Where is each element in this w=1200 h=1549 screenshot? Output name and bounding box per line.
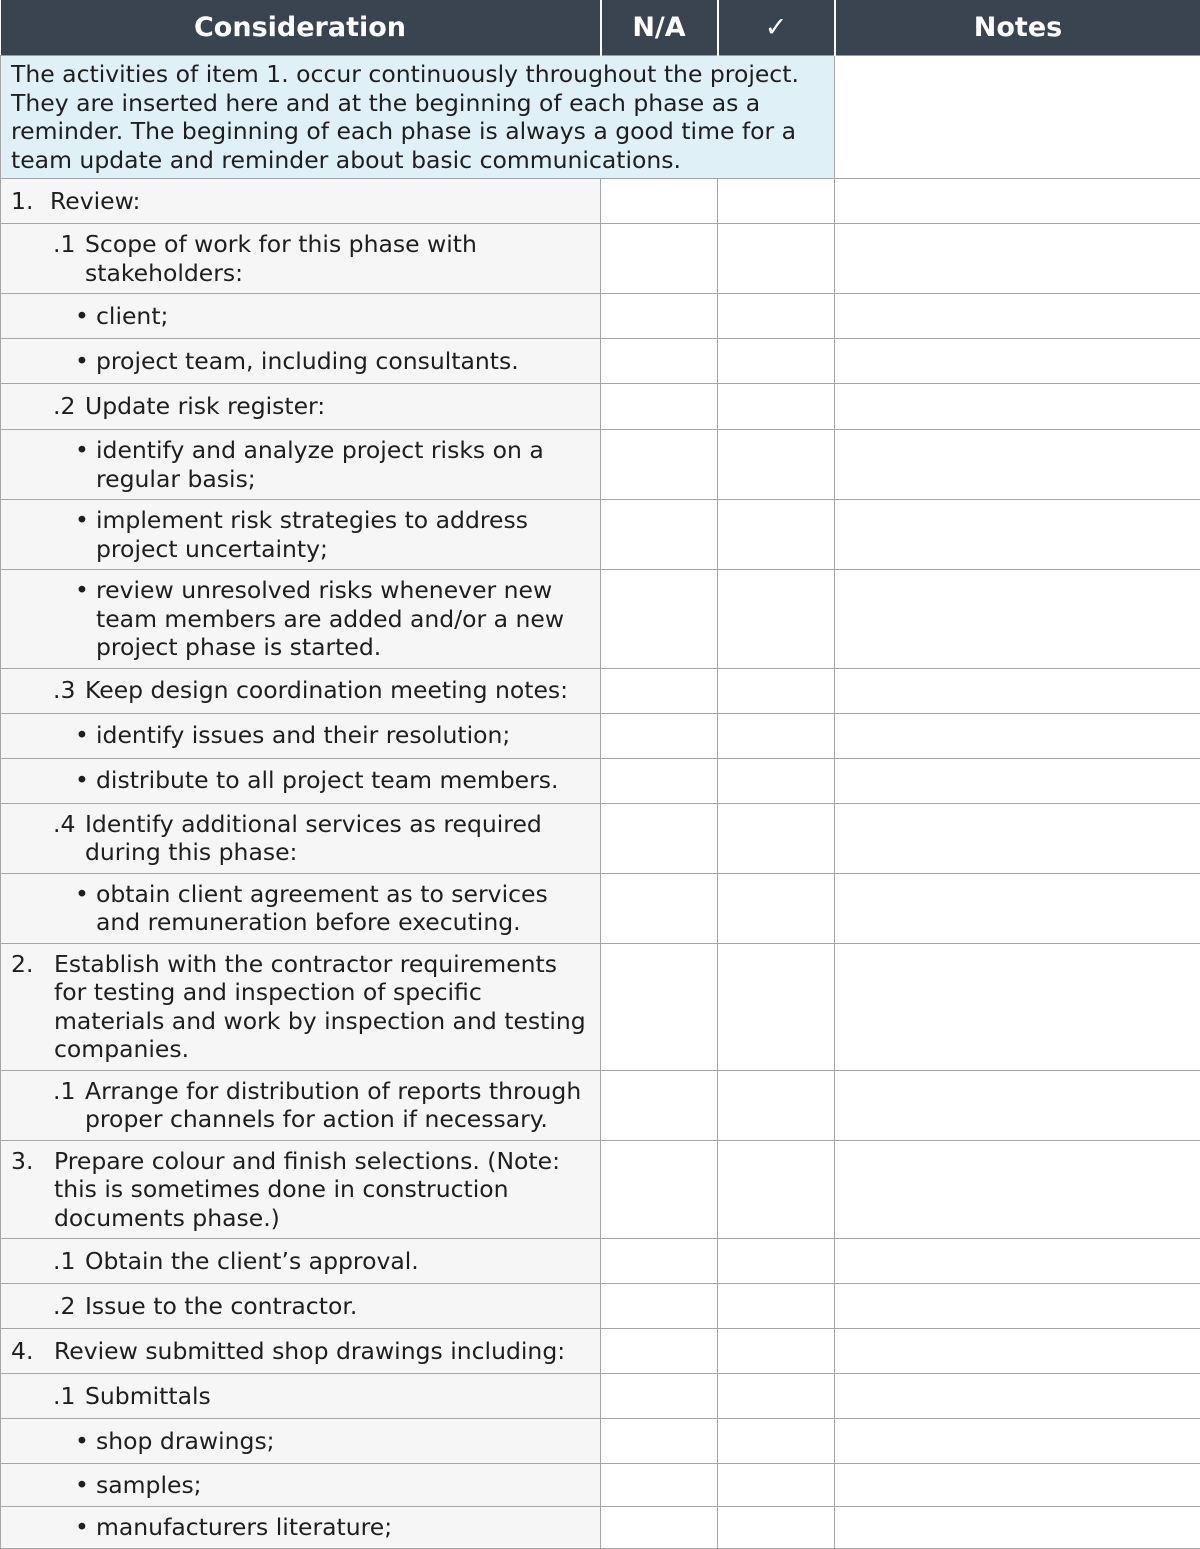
notes-cell[interactable] — [835, 1507, 1200, 1549]
notes-cell[interactable] — [835, 943, 1200, 1070]
item-text: samples; — [96, 1471, 202, 1500]
item-text: Review submitted shop drawings including: — [54, 1337, 565, 1366]
done-checkbox-cell[interactable] — [718, 500, 835, 570]
na-checkbox-cell[interactable] — [601, 1140, 718, 1239]
notes-cell[interactable] — [835, 668, 1200, 713]
na-checkbox-cell[interactable] — [601, 1507, 718, 1549]
notes-cell[interactable] — [835, 179, 1200, 224]
item-text: distribute to all project team members. — [96, 766, 559, 795]
done-checkbox-cell[interactable] — [718, 294, 835, 339]
table-row — [1, 384, 1200, 430]
table-row — [1, 430, 1200, 500]
notes-cell[interactable] — [835, 1329, 1200, 1374]
done-checkbox-cell[interactable] — [718, 1419, 835, 1464]
done-checkbox-cell[interactable] — [718, 1329, 835, 1374]
bullet-icon: • — [75, 721, 96, 750]
notes-cell[interactable] — [835, 1374, 1200, 1419]
done-checkbox-cell[interactable] — [718, 803, 835, 873]
item-text: identify and analyze project risks on a regular basis; — [96, 436, 590, 493]
na-checkbox-cell[interactable] — [601, 1284, 718, 1329]
table-row — [1, 1070, 1200, 1140]
checkmark-icon: ✓ — [718, 0, 835, 56]
done-checkbox-cell[interactable] — [718, 1140, 835, 1239]
item-text: Arrange for distribution of reports through proper channels for action if necessary. — [85, 1077, 590, 1134]
notes-cell[interactable] — [835, 570, 1200, 669]
table-row — [1, 1239, 1200, 1284]
item-number: 3. — [11, 1147, 54, 1233]
notes-cell[interactable] — [835, 430, 1200, 500]
item-text: project team, including consultants. — [96, 347, 519, 376]
table-row — [1, 224, 1200, 294]
bullet-icon: • — [75, 506, 96, 563]
item-text: review unresolved risks whenever new team members are added and/or a new project phase is started. — [96, 576, 590, 662]
item-number: .2 — [53, 392, 85, 421]
item-number: .2 — [53, 1292, 85, 1321]
notes-cell[interactable] — [835, 758, 1200, 803]
table-row — [1, 500, 1200, 570]
na-checkbox-cell[interactable] — [601, 384, 718, 430]
done-checkbox-cell[interactable] — [718, 339, 835, 384]
item-text: Update risk register: — [85, 392, 325, 421]
notes-cell[interactable] — [835, 294, 1200, 339]
table-row — [1, 1284, 1200, 1329]
table-row — [1, 1507, 1200, 1549]
item-number: 2. — [11, 950, 54, 1064]
table-row — [1, 713, 1200, 758]
table-row — [1, 1374, 1200, 1419]
done-checkbox-cell[interactable] — [718, 179, 835, 224]
item-text: client; — [96, 302, 168, 331]
bullet-icon: • — [75, 766, 96, 795]
notes-cell[interactable] — [835, 1284, 1200, 1329]
na-checkbox-cell[interactable] — [601, 803, 718, 873]
consideration-header: Consideration — [1, 0, 601, 56]
table-row — [1, 1464, 1200, 1507]
done-checkbox-cell[interactable] — [718, 1374, 835, 1419]
done-checkbox-cell[interactable] — [718, 224, 835, 294]
na-checkbox-cell[interactable] — [601, 873, 718, 943]
table-row — [1, 1329, 1200, 1374]
bullet-icon: • — [75, 347, 96, 376]
done-checkbox-cell[interactable] — [718, 570, 835, 669]
table-row — [1, 873, 1200, 943]
item-number: 4. — [11, 1337, 54, 1366]
item-text: Obtain the client’s approval. — [85, 1247, 419, 1276]
done-checkbox-cell[interactable] — [718, 1070, 835, 1140]
na-checkbox-cell[interactable] — [601, 1374, 718, 1419]
na-header: N/A — [601, 0, 718, 56]
na-checkbox-cell[interactable] — [601, 294, 718, 339]
item-text: manufacturers literature; — [96, 1513, 392, 1542]
item-text: obtain client agreement as to services and remuneration before executing. — [96, 880, 590, 937]
intro-row — [1, 56, 1200, 179]
notes-cell[interactable] — [835, 713, 1200, 758]
item-number: .3 — [53, 676, 85, 705]
table-row — [1, 803, 1200, 873]
notes-cell[interactable] — [835, 873, 1200, 943]
table-row — [1, 758, 1200, 803]
na-checkbox-cell[interactable] — [601, 570, 718, 669]
item-text: identify issues and their resolution; — [96, 721, 510, 750]
done-checkbox-cell[interactable] — [718, 430, 835, 500]
na-checkbox-cell[interactable] — [601, 224, 718, 294]
bullet-icon: • — [75, 576, 96, 662]
done-checkbox-cell[interactable] — [718, 668, 835, 713]
na-checkbox-cell[interactable] — [601, 1464, 718, 1507]
na-checkbox-cell[interactable] — [601, 1329, 718, 1374]
na-checkbox-cell[interactable] — [601, 713, 718, 758]
item-text: Keep design coordination meeting notes: — [85, 676, 568, 705]
na-checkbox-cell[interactable] — [601, 430, 718, 500]
bullet-icon: • — [75, 880, 96, 937]
bullet-icon: • — [75, 1427, 96, 1456]
table-row — [1, 294, 1200, 339]
item-text: Identify additional services as required during this phase: — [85, 810, 590, 867]
item-number: 1. — [11, 187, 50, 216]
item-text: Issue to the contractor. — [85, 1292, 357, 1321]
done-checkbox-cell[interactable] — [718, 713, 835, 758]
na-checkbox-cell[interactable] — [601, 668, 718, 713]
na-checkbox-cell[interactable] — [601, 1239, 718, 1284]
notes-cell[interactable] — [835, 1419, 1200, 1464]
notes-cell[interactable] — [835, 56, 1200, 179]
item-text: shop drawings; — [96, 1427, 275, 1456]
notes-cell[interactable] — [835, 1070, 1200, 1140]
item-text: Establish with the contractor requirements for testing and inspection of specific materials and work by inspection and testing companies. — [54, 950, 590, 1064]
done-checkbox-cell[interactable] — [718, 873, 835, 943]
notes-header: Notes — [835, 0, 1200, 56]
done-checkbox-cell[interactable] — [718, 1284, 835, 1329]
item-text: Review: — [50, 187, 140, 216]
item-number: .1 — [53, 1077, 85, 1134]
notes-cell[interactable] — [835, 1140, 1200, 1239]
done-checkbox-cell[interactable] — [718, 758, 835, 803]
done-checkbox-cell[interactable] — [718, 1464, 835, 1507]
item-text: Prepare colour and finish selections. (Note: this is sometimes done in construction documents phase.) — [54, 1147, 590, 1233]
intro-note: The activities of item 1. occur continuously throughout the project. They are inserted here and at the beginning of each phase as a reminder. The beginning of each phase is always a good time for a team update and reminder about basic communications. — [1, 56, 835, 179]
done-checkbox-cell[interactable] — [718, 1239, 835, 1284]
notes-cell[interactable] — [835, 384, 1200, 430]
bullet-icon: • — [75, 436, 96, 493]
done-checkbox-cell[interactable] — [718, 1507, 835, 1549]
item-number: .1 — [53, 230, 85, 287]
table-row — [1, 1140, 1200, 1239]
notes-cell[interactable] — [835, 1464, 1200, 1507]
notes-cell[interactable] — [835, 500, 1200, 570]
table-row — [1, 943, 1200, 1070]
item-text: Scope of work for this phase with stakeholders: — [85, 230, 590, 287]
item-number: .4 — [53, 810, 85, 867]
na-checkbox-cell[interactable] — [601, 1419, 718, 1464]
na-checkbox-cell[interactable] — [601, 943, 718, 1070]
table-row — [1, 179, 1200, 224]
notes-cell[interactable] — [835, 803, 1200, 873]
na-checkbox-cell[interactable] — [601, 339, 718, 384]
table-row — [1, 1419, 1200, 1464]
na-checkbox-cell[interactable] — [601, 758, 718, 803]
table-row — [1, 339, 1200, 384]
item-number: .1 — [53, 1247, 85, 1276]
notes-cell[interactable] — [835, 224, 1200, 294]
item-number: .1 — [53, 1382, 85, 1411]
item-text: Submittals — [85, 1382, 211, 1411]
header-row — [1, 0, 1200, 56]
bullet-icon: • — [75, 302, 96, 331]
table-row — [1, 668, 1200, 713]
notes-cell[interactable] — [835, 1239, 1200, 1284]
na-checkbox-cell[interactable] — [601, 500, 718, 570]
table-row — [1, 570, 1200, 669]
done-checkbox-cell[interactable] — [718, 384, 835, 430]
bullet-icon: • — [75, 1513, 96, 1542]
done-checkbox-cell[interactable] — [718, 943, 835, 1070]
na-checkbox-cell[interactable] — [601, 179, 718, 224]
notes-cell[interactable] — [835, 339, 1200, 384]
item-text: implement risk strategies to address project uncertainty; — [96, 506, 590, 563]
na-checkbox-cell[interactable] — [601, 1070, 718, 1140]
bullet-icon: • — [75, 1471, 96, 1500]
